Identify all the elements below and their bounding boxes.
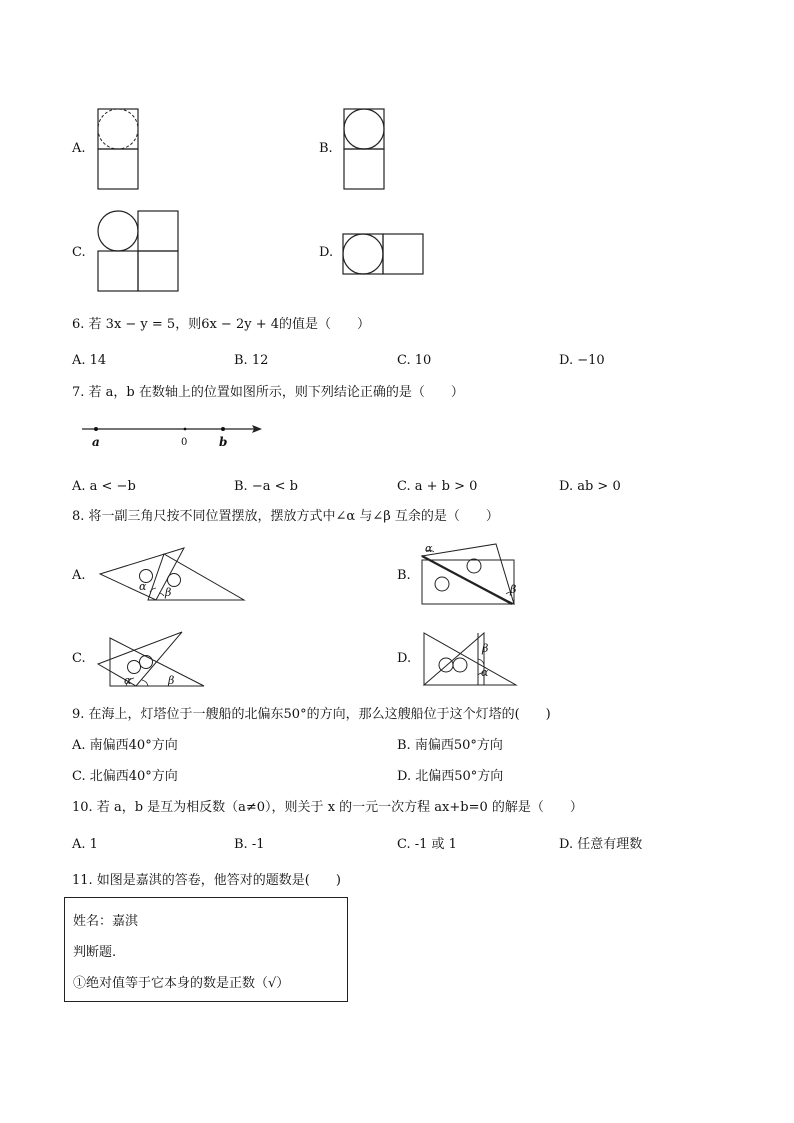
q8-option-b-figure	[420, 542, 522, 608]
q7-stem: 7. 若 a，b 在数轴上的位置如图所示，则下列结论正确的是（ ）	[72, 385, 464, 400]
q5-option-a-label: A.	[72, 141, 86, 156]
q8-b-alpha: α	[425, 542, 433, 555]
q10-option-c[interactable]: C. -1 或 1	[397, 837, 457, 852]
q8-c-beta: β	[168, 674, 175, 687]
q5-option-a-figure	[96, 107, 142, 191]
q7-option-c[interactable]: C. a + b > 0	[397, 479, 478, 494]
q8-option-d-figure	[422, 631, 520, 687]
q8-d-beta: β	[482, 642, 489, 655]
q8-b-beta: β	[510, 583, 517, 596]
q9-option-c[interactable]: C. 北偏西40°方向	[72, 769, 178, 784]
q11-card-item-1: ①绝对值等于它本身的数是正数（√）	[73, 976, 290, 991]
q9-option-b[interactable]: B. 南偏西50°方向	[397, 738, 503, 753]
q7-option-d[interactable]: D. ab > 0	[559, 479, 621, 494]
q9-stem: 9. 在海上，灯塔位于一艘船的北偏东50°的方向，那么这艘船位于这个灯塔的( )	[72, 707, 551, 722]
q11-stem: 11. 如图是嘉淇的答卷，他答对的题数是( )	[72, 873, 341, 888]
q10-option-d[interactable]: D. 任意有理数	[559, 837, 643, 852]
q11-card-section: 判断题.	[73, 945, 117, 960]
q8-c-alpha: α	[124, 674, 132, 687]
q7-option-a[interactable]: A. a < −b	[72, 479, 136, 494]
q6-option-c[interactable]: C. 10	[397, 353, 432, 368]
q11-answer-card	[64, 897, 348, 1002]
q8-option-c-label[interactable]: C.	[72, 651, 86, 666]
q7-axis-label-b: b	[219, 435, 228, 449]
q9-option-a[interactable]: A. 南偏西40°方向	[72, 738, 178, 753]
q8-stem: 8. 将一副三角尺按不同位置摆放，摆放方式中∠α 与∠β 互余的是（ ）	[72, 509, 499, 524]
q10-stem: 10. 若 a，b 是互为相反数（a≠0），则关于 x 的一元一次方程 ax+b=0 的解是（ ）	[72, 800, 583, 815]
q10-option-a[interactable]: A. 1	[72, 837, 98, 852]
q7-number-line	[80, 420, 270, 450]
q9-option-d[interactable]: D. 北偏西50°方向	[397, 769, 504, 784]
q11-card-name: 姓名：嘉淇	[73, 914, 139, 929]
q5-option-d-label: D.	[319, 245, 334, 260]
q8-d-alpha: α	[481, 666, 489, 679]
q10-option-b[interactable]: B. -1	[234, 837, 265, 852]
q8-option-c-figure	[96, 630, 208, 688]
q5-option-b-label: B.	[319, 141, 333, 156]
q8-option-d-label[interactable]: D.	[397, 651, 412, 666]
q5-option-c-label: C.	[72, 245, 86, 260]
q6-option-d[interactable]: D. −10	[559, 353, 605, 368]
q6-option-a[interactable]: A. 14	[72, 353, 107, 368]
q8-a-alpha: α	[139, 580, 147, 593]
q5-option-b-figure	[342, 107, 388, 191]
q8-option-a-figure	[98, 546, 248, 604]
q7-axis-label-a: a	[92, 435, 100, 449]
q5-option-d-figure	[341, 232, 427, 276]
q8-option-a-label[interactable]: A.	[72, 568, 86, 583]
q7-axis-label-zero: 0	[181, 437, 188, 448]
q6-stem: 6. 若 3x − y = 5，则6x − 2y + 4的值是（ ）	[72, 317, 371, 332]
q8-option-b-label[interactable]: B.	[397, 568, 411, 583]
q7-option-b[interactable]: B. −a < b	[234, 479, 298, 494]
q6-option-b[interactable]: B. 12	[234, 353, 269, 368]
q8-a-beta: β	[165, 586, 172, 599]
q5-option-c-figure	[96, 209, 182, 293]
